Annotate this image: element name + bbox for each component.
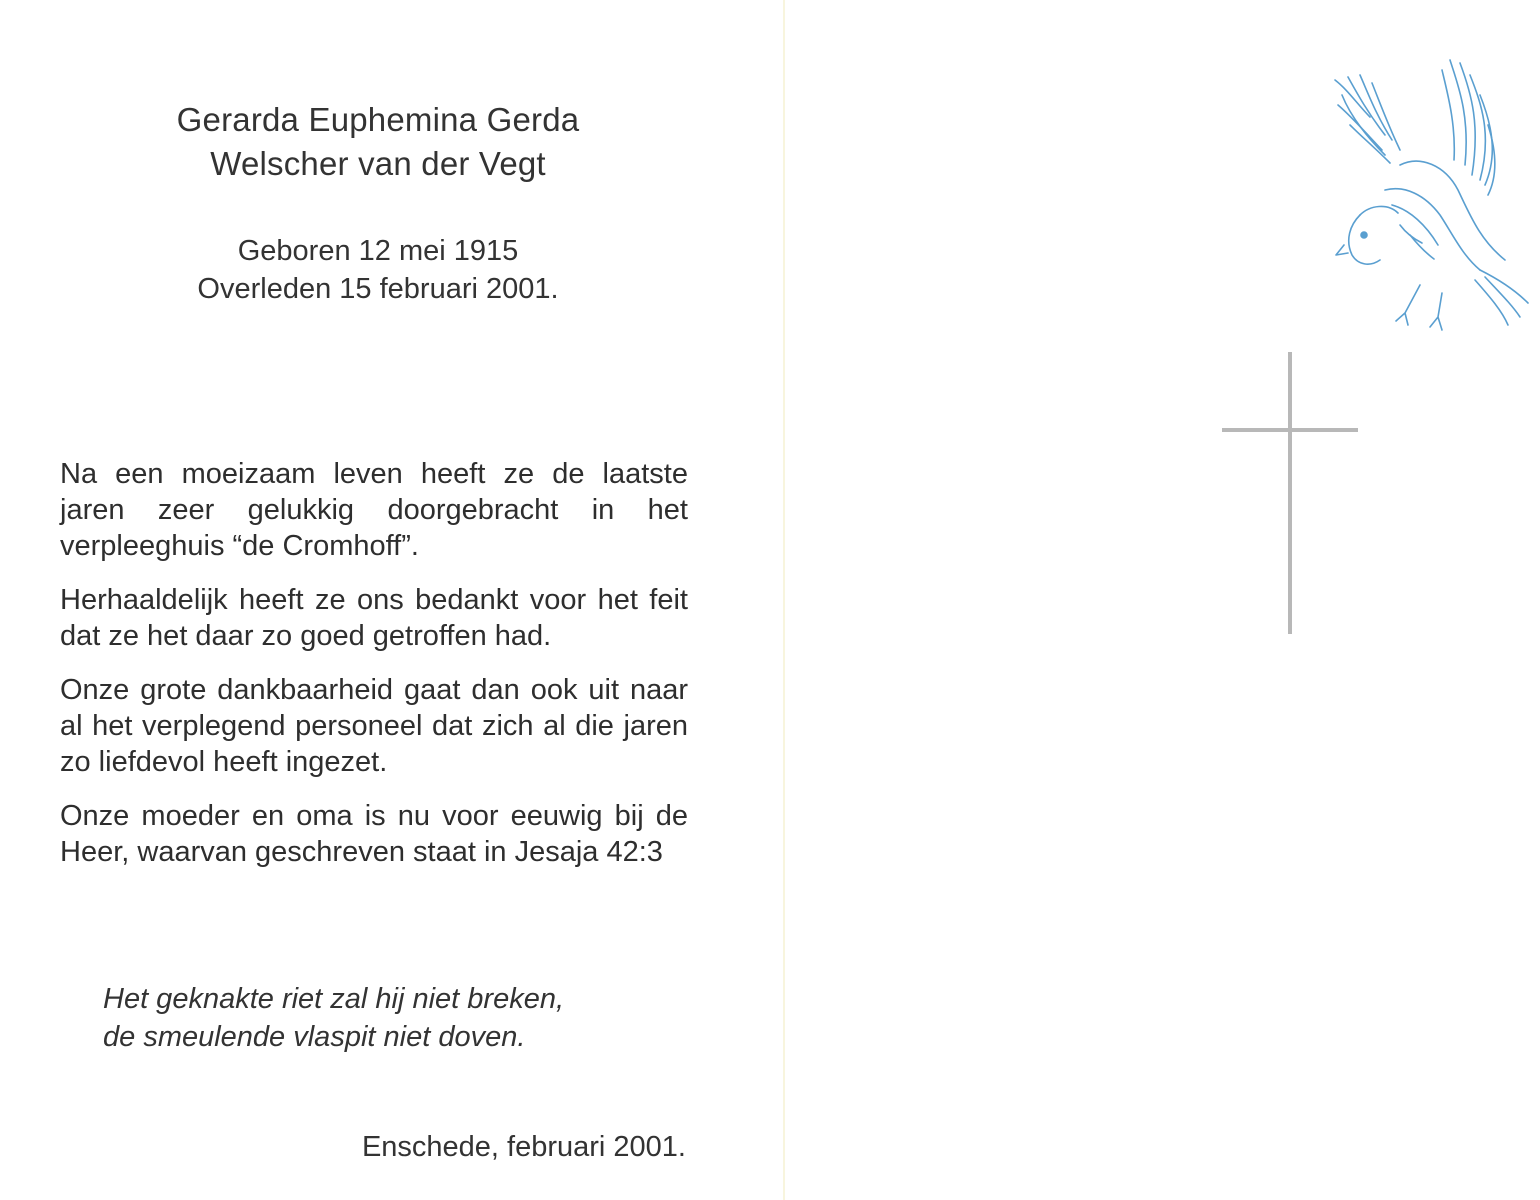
bible-quote	[103, 980, 703, 1056]
cross-icon	[1222, 352, 1358, 634]
place-and-date: Enschede, februari 2001.	[361, 1131, 686, 1163]
birth-date: Geboren 12 mei 1915	[237, 235, 519, 267]
cover-panel	[785, 0, 1540, 1200]
paragraph-faith: Onze moeder en oma is nu voor eeuwig bij de Heer, waarvan geschreven staat in Jesaja 42:3	[60, 800, 688, 868]
name-line-2: Welscher van der Vegt	[210, 145, 546, 182]
name-line-1: Gerarda Euphemina Gerda	[176, 101, 580, 138]
quote-line-1: Het geknakte riet zal hij niet breken,	[103, 983, 565, 1015]
paragraph-life: Na een moeizaam leven heeft ze de laatste jaren zeer gelukkig doorgebracht in het verpleeghuis “de Cromhoff”.	[60, 458, 688, 562]
life-dates	[78, 232, 678, 308]
paragraph-thanks: Herhaaldelijk heeft ze ons bedankt voor het feit dat ze het daar zo goed getroffen had.	[60, 584, 688, 652]
deceased-name	[78, 98, 678, 186]
dove-icon	[1330, 55, 1530, 340]
memorial-text	[60, 456, 688, 888]
paragraph-gratitude: Onze grote dankbaarheid gaat dan ook uit naar al het verplegend personeel dat zich al die jaren zo liefdevol heeft ingezet.	[60, 674, 688, 778]
quote-line-2: de smeulende vlaspit niet doven.	[103, 1021, 526, 1053]
death-date: Overleden 15 februari 2001.	[197, 273, 559, 305]
